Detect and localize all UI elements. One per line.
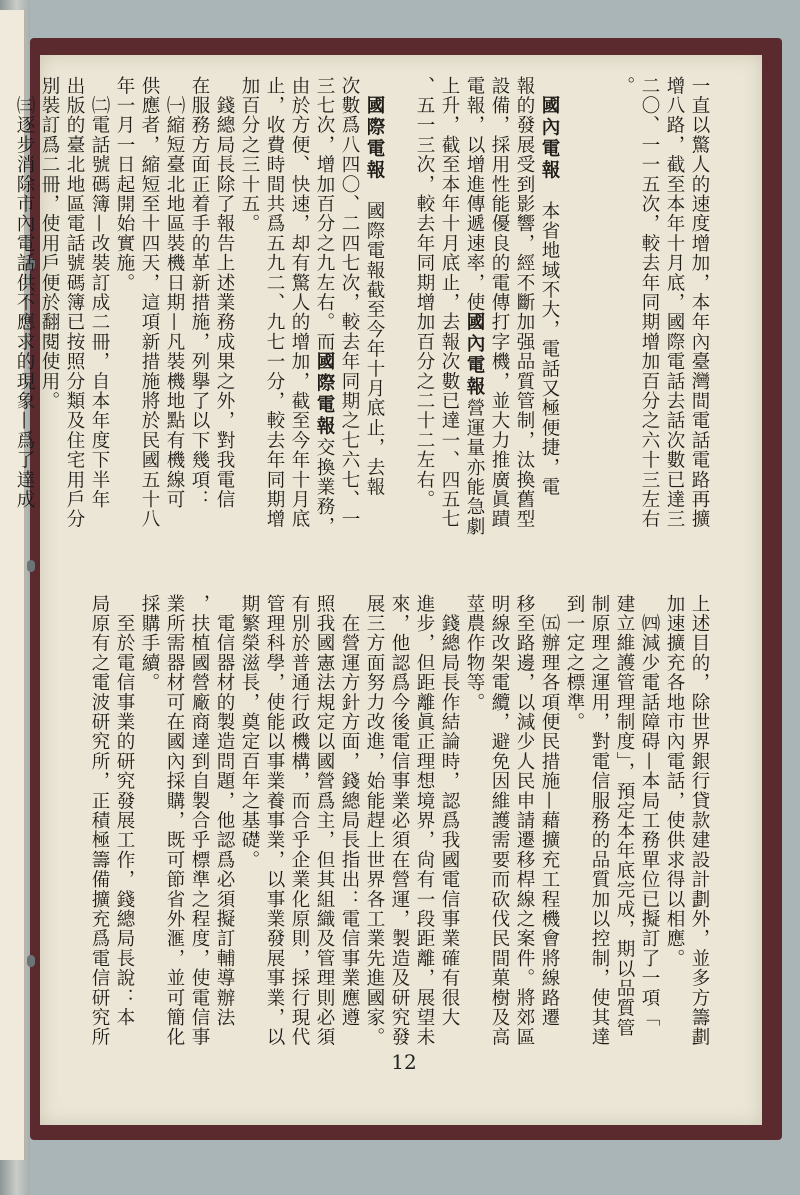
section-heading: 國內電報 (464, 312, 485, 399)
text-column: 在服務方面正着手的革新措施，列擧了以下幾項： (189, 76, 210, 510)
text-column: ㈠縮短臺北地區裝機日期—凡裝機地點有機線可 (164, 76, 185, 510)
text-column: ㈢逐步消除市內電話供不應求的現象—爲了達成 (14, 76, 35, 510)
text-column: 、五一三次，較去年同期增加百分之二十二左右。 (414, 76, 435, 510)
upper-text-block (12, 76, 712, 566)
text-column: 來，他認爲今後電信事業必須在營運，製造及研究發 (389, 594, 410, 1048)
text-column: 供應者，縮短至十四天，這項新措施將於民國五十八 (139, 76, 160, 530)
text-column: 年一月一日起開始實施。 (114, 76, 135, 293)
text-column: 進步，但距離眞正理想境界，尙有一段距離，展望未 (414, 594, 435, 1048)
text-column: 國際電報 國際電報截至今年十月底止，去報 (364, 95, 385, 497)
text-column: 出版的臺北地區電話號碼簿已按照分類及住宅用戶分 (64, 76, 85, 530)
text-column: 電報，以增進傳遞速率，使國內電報營運量亦能急劇 (464, 76, 485, 537)
text-column (387, 76, 412, 566)
text-column: 設備，採用性能優良的電傳打字機，並大力推廣眞蹟 (489, 76, 510, 530)
text-column: 增八路，截至本年十月底，國際電話去話次數已達三 (664, 76, 685, 530)
text-column: 別裝訂爲二冊，使用戶便於翻閱使用。 (39, 76, 60, 411)
text-column: 由於方便、快速，却有驚人的增加，截至今年十月底 (289, 76, 310, 530)
text-column: 展三方面努力改進，始能趕上世界各工業先進國家。 (364, 594, 385, 1048)
section-heading: 國際電報 (364, 95, 385, 182)
text-column: 期繁榮滋長，奠定百年之基礎。 (239, 594, 260, 870)
text-column: 管理科學，使能以事業養事業，以事業發展事業，以 (264, 594, 285, 1048)
text-column: ㈣減少電話障碍—本局工務單位已擬訂了一項「 (639, 594, 660, 1028)
text-column: 加百分之三十五。 (239, 76, 260, 234)
text-column: 加速擴充各地市內電話，使供求得以相應。 (664, 594, 685, 969)
text-column: 莖農作物等。 (464, 594, 485, 713)
text-column: 移至路邊，以減少人民申請遷移桿線之案件。將郊區 (514, 594, 535, 1048)
text-column: 止，收費時間共爲五九二、九七一分，較去年同期增 (264, 76, 285, 530)
binding-hole (27, 955, 35, 967)
text-column: 制原理之運用，對電信服務的品質加以控制，使其達 (589, 594, 610, 1048)
text-column: 照我國憲法規定以國營爲主，但其組織及管理則必須 (314, 594, 335, 1048)
text-column: 報的發展受到影響，經不斷加强品質管制，汰換舊型 (514, 76, 535, 530)
text-column: 國內電報 本省地域不大，電話又極便捷，電 (539, 95, 560, 497)
text-column: 在營運方針方面，錢總局長指出：電信事業應遵 (339, 594, 360, 1028)
text-column: 有別於普通行政機構，而合乎企業化原則，採行現代 (289, 594, 310, 1048)
section-heading: 國際電報 (314, 351, 335, 438)
text-column: 業所需器材可在國內採購，既可節省外滙，並可簡化 (164, 594, 185, 1048)
text-column: 錢總局長作結論時，認爲我國電信事業確有很大 (439, 594, 460, 1028)
text-column: ㈡電話號碼簿—改裝訂成二冊，自本年度下半年 (89, 76, 110, 510)
text-column: 次數爲八四〇、二四七次，較去年同期之七六七、一 (339, 76, 360, 530)
text-column: 一直以驚人的速度增加，本年內臺灣間電話電路再擴 (689, 76, 710, 530)
page-number: 12 (391, 1050, 417, 1074)
text-column: ，扶植國營廠商達到自製合乎標準之程度，使電信事 (189, 594, 210, 1048)
section-heading: 國內電報 (539, 95, 560, 182)
text-column: 。 (614, 76, 635, 96)
text-column: 二〇、一一五次，較去年同期增加百分之六十三左右 (639, 76, 660, 530)
text-column: 錢總局長除了報告上述業務成果之外，對我電信 (214, 76, 235, 510)
text-column: 三七次，增加百分之九左右。而國際電報交換業務， (314, 76, 335, 537)
text-column: 電信器材的製造問題，他認爲必須擬訂輔導辦法 (214, 594, 235, 1028)
text-column: ㈤辦理各項便民措施—藉擴充工程機會將線路遷 (539, 594, 560, 1028)
text-column: 建立維護管理制度」，預定本年底完成，期以品質管 (614, 594, 635, 1038)
text-column: 採購手續。 (139, 594, 160, 693)
text-column: 至於電信事業的研究發展工作，錢總局長說：本 (114, 594, 135, 1028)
text-column: 上述目的，除世界銀行貸款建設計劃外，並多方籌劃 (689, 594, 710, 1048)
text-column: 上升，截至本年十月底止，去報次數已達一、四五七 (439, 76, 460, 530)
lower-text-block (87, 594, 712, 1048)
text-column: 局原有之電波研究所，正積極籌備擴充爲電信研究所 (89, 594, 110, 1048)
text-column: 到一定之標準。 (564, 594, 585, 732)
text-column: 明線改架電纜，避免因維護需要而砍伐民間菓樹及高 (489, 594, 510, 1048)
text-column (587, 76, 612, 566)
text-column (562, 76, 587, 566)
